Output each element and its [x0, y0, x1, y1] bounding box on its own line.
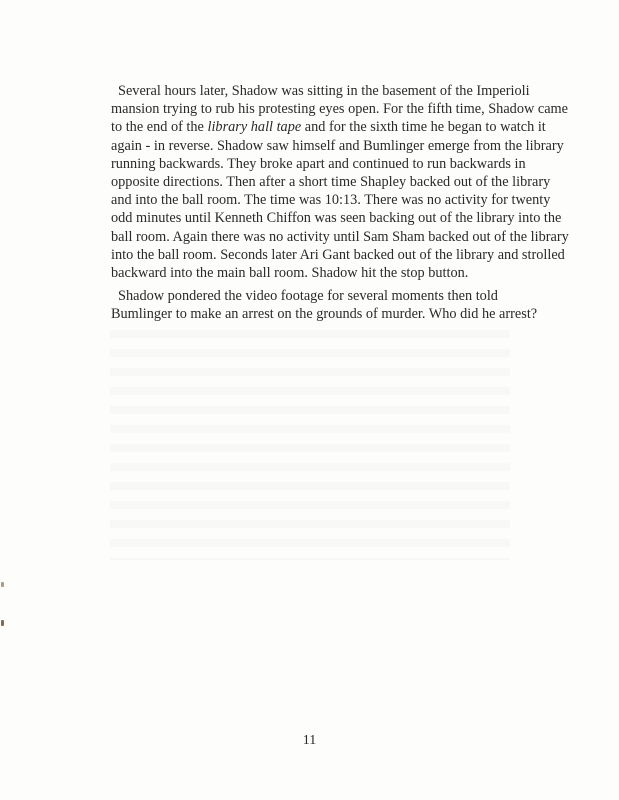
paragraph-line: Several hours later, Shadow was sitting in the basement of the Imperioli — [118, 83, 530, 99]
edge-mark — [1, 620, 4, 626]
paragraph-line: Shadow pondered the video footage for several moments then told — [118, 288, 498, 304]
show-through-texture — [110, 330, 510, 560]
line-text: to the end of the — [111, 119, 208, 136]
italic-phrase: library hall tape — [207, 119, 302, 136]
paragraph-line: ball room. Again there was no activity until Sam Sham backed out of the library — [111, 228, 569, 245]
paragraph-line: mansion trying to rub his protesting eyes open. For the fifth time, Shadow came — [111, 101, 569, 118]
paragraph-line-with-italic — [111, 118, 546, 136]
paragraph-line: backward into the main ball room. Shadow hit the stop button. — [111, 264, 469, 281]
paragraph-line: again - in reverse. Shadow saw himself and Bumlinger emerge from the library — [111, 137, 564, 154]
paragraph-line: Bumlinger to make an arrest on the grounds of murder. Who did he arrest? — [111, 306, 538, 323]
edge-mark — [1, 582, 4, 587]
paragraph-2 — [111, 287, 538, 323]
paragraph-line: into the ball room. Seconds later Ari Gant backed out of the library and strolled — [111, 246, 565, 263]
paragraph-line: and into the ball room. The time was 10:13. There was no activity for twenty — [111, 192, 551, 209]
paragraph-line: opposite directions. Then after a short time Shapley backed out of the library — [111, 173, 551, 190]
line-text: and for the sixth time he began to watch it — [301, 119, 546, 136]
paragraph-line: running backwards. They broke apart and continued to run backwards in — [111, 155, 526, 172]
page-number: 11 — [302, 733, 317, 748]
paragraph-line: odd minutes until Kenneth Chiffon was seen backing out of the library into the — [111, 210, 562, 227]
paragraph-1 — [111, 82, 569, 282]
